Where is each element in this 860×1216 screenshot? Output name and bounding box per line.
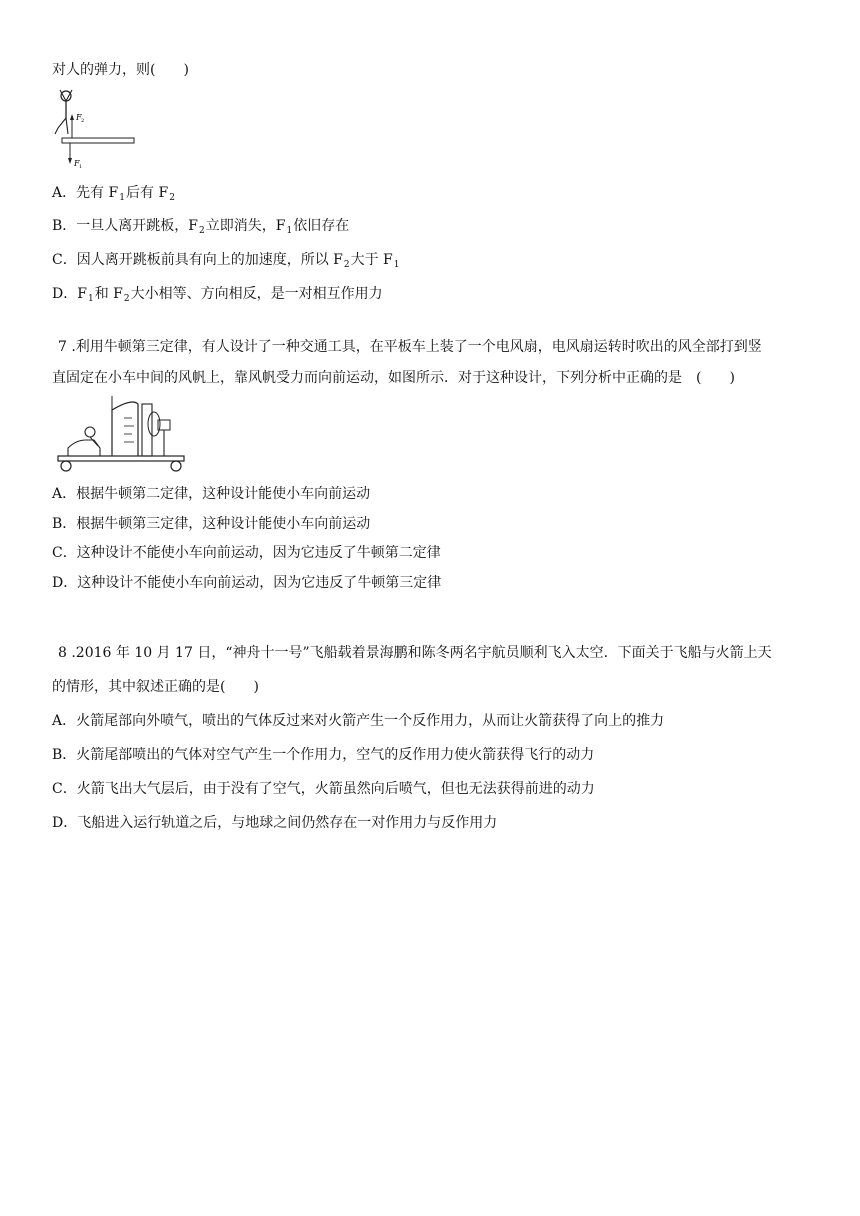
q8-option-c: C．火箭飞出大气层后，由于没有了空气，火箭虽然向后喷气，但也无法获得前进的动力	[52, 781, 595, 797]
f2-label: F	[76, 113, 82, 122]
q8-stem-line2: 的情形，其中叙述正确的是( )	[52, 679, 259, 695]
f1-label-sub: 1	[79, 164, 83, 170]
q7-option-d: D．这种设计不能使小车向前运动，因为它违反了牛顿第三定律	[52, 575, 442, 591]
q8-option-b: B．火箭尾部喷出的气体对空气产生一个作用力，空气的反作用力使火箭获得飞行的动力	[52, 747, 595, 763]
f2-label-sub: 2	[81, 118, 85, 124]
q8-option-d: D．飞船进入运行轨道之后，与地球之间仍然存在一对作用力与反作用力	[52, 815, 498, 831]
q8-option-a: A．火箭尾部向外喷气，喷出的气体反过来对火箭产生一个反作用力，从而让火箭获得了向上的推力	[52, 713, 665, 729]
q7-option-a: A．根据牛顿第二定律，这种设计能使小车向前运动	[52, 486, 371, 502]
q7-option-b: B．根据牛顿第三定律，这种设计能使小车向前运动	[52, 516, 371, 532]
q7-option-c: C．这种设计不能使小车向前运动，因为它违反了牛顿第二定律	[52, 545, 441, 561]
q6-option-b: B．一旦人离开跳板，$F_2$立即消失，$F_1$依旧存在	[52, 218, 350, 236]
q6-stem-tail: 对人的弹力，则( )	[52, 62, 189, 78]
q8-stem-line1: 8 .2016 年 10 月 17 日，“神舟十一号”飞船载着景海鹏和陈冬两名宇航员顺利飞入太空．下面关于飞船与火箭上天	[58, 645, 772, 661]
q7-stem-line1: 7 .利用牛顿第三定律，有人设计了一种交通工具，在平板车上装了一个电风扇，电风扇运转时吹出的风全部打到竖	[58, 339, 762, 355]
q7-stem-line2: 直固定在小车中间的风帆上，靠风帆受力而向前运动，如图所示．对于这种设计，下列分析中正确的是 ( )	[52, 370, 735, 386]
fan-cart-figure	[54, 396, 190, 474]
diving-board-figure	[52, 88, 142, 172]
q6-option-a: A．先有 $F_1$后有 $F_2$	[52, 185, 175, 203]
q6-option-d: D．$F_1$和 $F_2$大小相等、方向相反，是一对相互作用力	[52, 286, 383, 304]
q6-option-c: C．因人离开跳板前具有向上的加速度，所以 $F_2$大于 $F_1$	[52, 252, 400, 270]
f1-label: F	[74, 159, 80, 168]
